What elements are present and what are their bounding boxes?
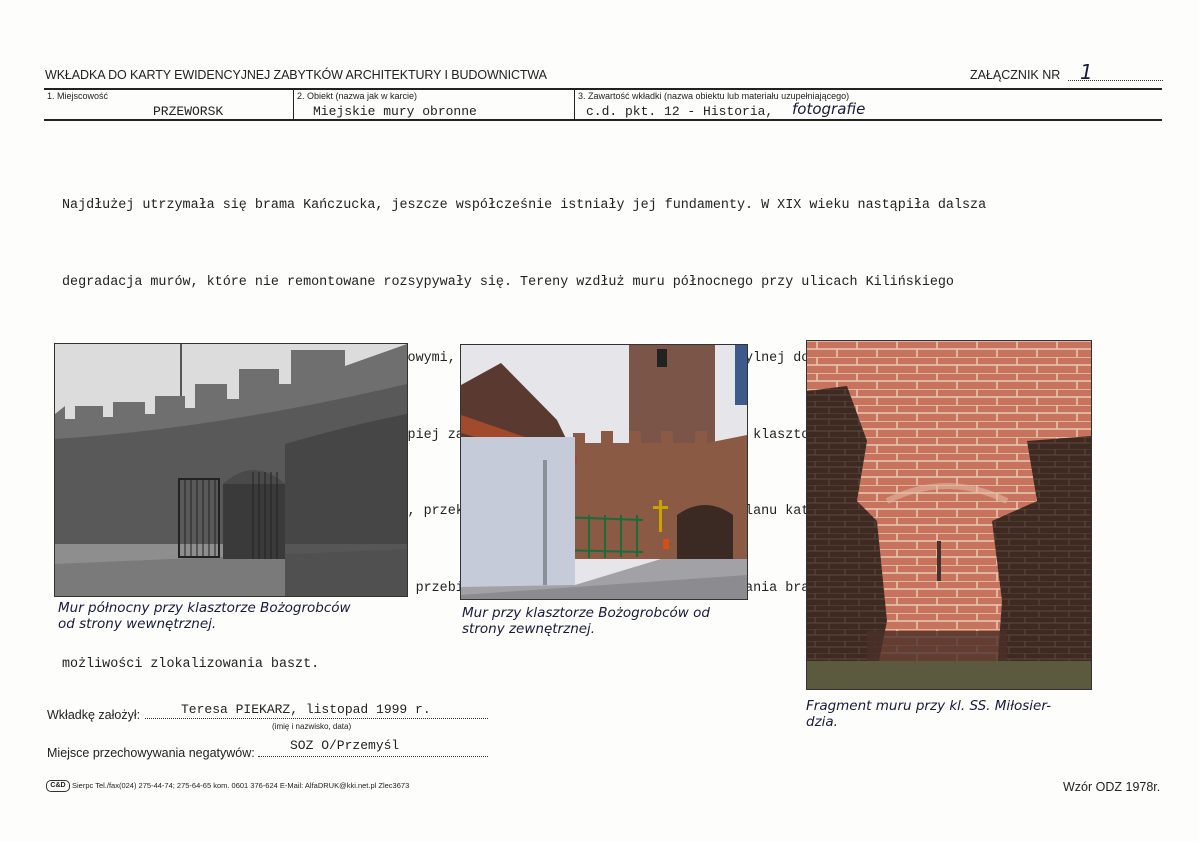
photo-wall-fragment <box>806 340 1092 690</box>
object-label: 2. Obiekt (nazwa jak w karcie) <box>297 91 418 101</box>
locality-label: 1. Miejscowość <box>47 91 109 101</box>
printer-logo: C&D <box>46 780 70 792</box>
locality-value: PRZEWORSK <box>153 104 224 119</box>
photo-caption-2 <box>462 605 710 637</box>
table-top-rule <box>44 88 1162 90</box>
photo-caption-1 <box>58 600 351 632</box>
photo-outer-wall <box>460 344 748 600</box>
history-line: przebieg <box>415 580 480 596</box>
table-divider-2 <box>574 90 575 119</box>
photo-north-wall <box>54 343 408 597</box>
content-value: c.d. pkt. 12 - Historia, <box>586 104 774 119</box>
table-divider-1 <box>293 90 294 119</box>
photo-north-wall-image <box>55 344 407 596</box>
founder-label: Wkładkę założył: <box>47 708 141 722</box>
history-line: Planu <box>736 504 778 519</box>
caption-line: strony zewnętrznej. <box>462 621 596 637</box>
storage-label: Miejsce przechowywania negatywów: <box>47 746 255 760</box>
form-title: WKŁADKA DO KARTY EWIDENCYJNEJ ZABYTKÓW ARCHITEKTURY I BUDOWNICTWA <box>45 68 547 82</box>
attachment-number: 1 <box>1080 60 1093 84</box>
attachment-label <box>970 68 1060 82</box>
history-line: degradacja murów, które nie remontowane rozsypywały się. Tereny wzdłuż muru północnego przy ulicach Kilińskiego <box>62 274 954 290</box>
photo-outer-wall-image <box>461 345 747 599</box>
content-value-handwritten: fotografie <box>792 100 866 118</box>
caption-line: od strony wewnętrznej. <box>58 616 217 632</box>
table-bottom-rule <box>44 119 1162 121</box>
founder-line <box>145 718 488 719</box>
storage-value: SOZ O/Przemyśl <box>290 738 400 753</box>
caption-line: Mur północny przy klasztorze Bożogrobców <box>58 600 351 616</box>
history-line: tylnej <box>736 351 786 366</box>
caption-line: Mur przy klasztorze Bożogrobców od <box>462 605 710 621</box>
founder-value: Teresa PIEKARZ, listopad 1999 r. <box>181 702 431 717</box>
storage-line <box>258 756 488 757</box>
object-value: Miejskie mury obronne <box>313 104 477 119</box>
photo-wall-fragment-image <box>807 341 1091 689</box>
history-line: klasztornych <box>753 427 850 443</box>
photo-caption-3 <box>806 698 1051 730</box>
content-label: 3. Zawartość wkładki (nazwa obiektu lub materiału uzupełniającego) <box>578 91 850 101</box>
history-line: Najdłużej utrzymała się brama Kańczucka, jeszcze współcześnie istniały jej fundamenty. W XIX wieku nastąpiła dalsza <box>62 198 987 213</box>
caption-line: Fragment muru przy kl. SS. Miłosier- <box>806 698 1052 714</box>
printer-info: Sierpc Tel./fax(024) 275-44-74; 275-64-65 kom. 0601 376-624 E-Mail: AlfaDRUK@kki.net.pl Zlec3673 <box>72 781 410 790</box>
founder-hint: (imię i nazwisko, data) <box>272 722 352 731</box>
attachment-label-text: ZAŁĄCZNIK NR <box>970 68 1061 82</box>
caption-line: dzia. <box>806 714 838 730</box>
history-line: możliwości zlokalizowania baszt. <box>62 657 320 672</box>
form-pattern: Wzór ODZ 1978r. <box>1063 780 1161 794</box>
